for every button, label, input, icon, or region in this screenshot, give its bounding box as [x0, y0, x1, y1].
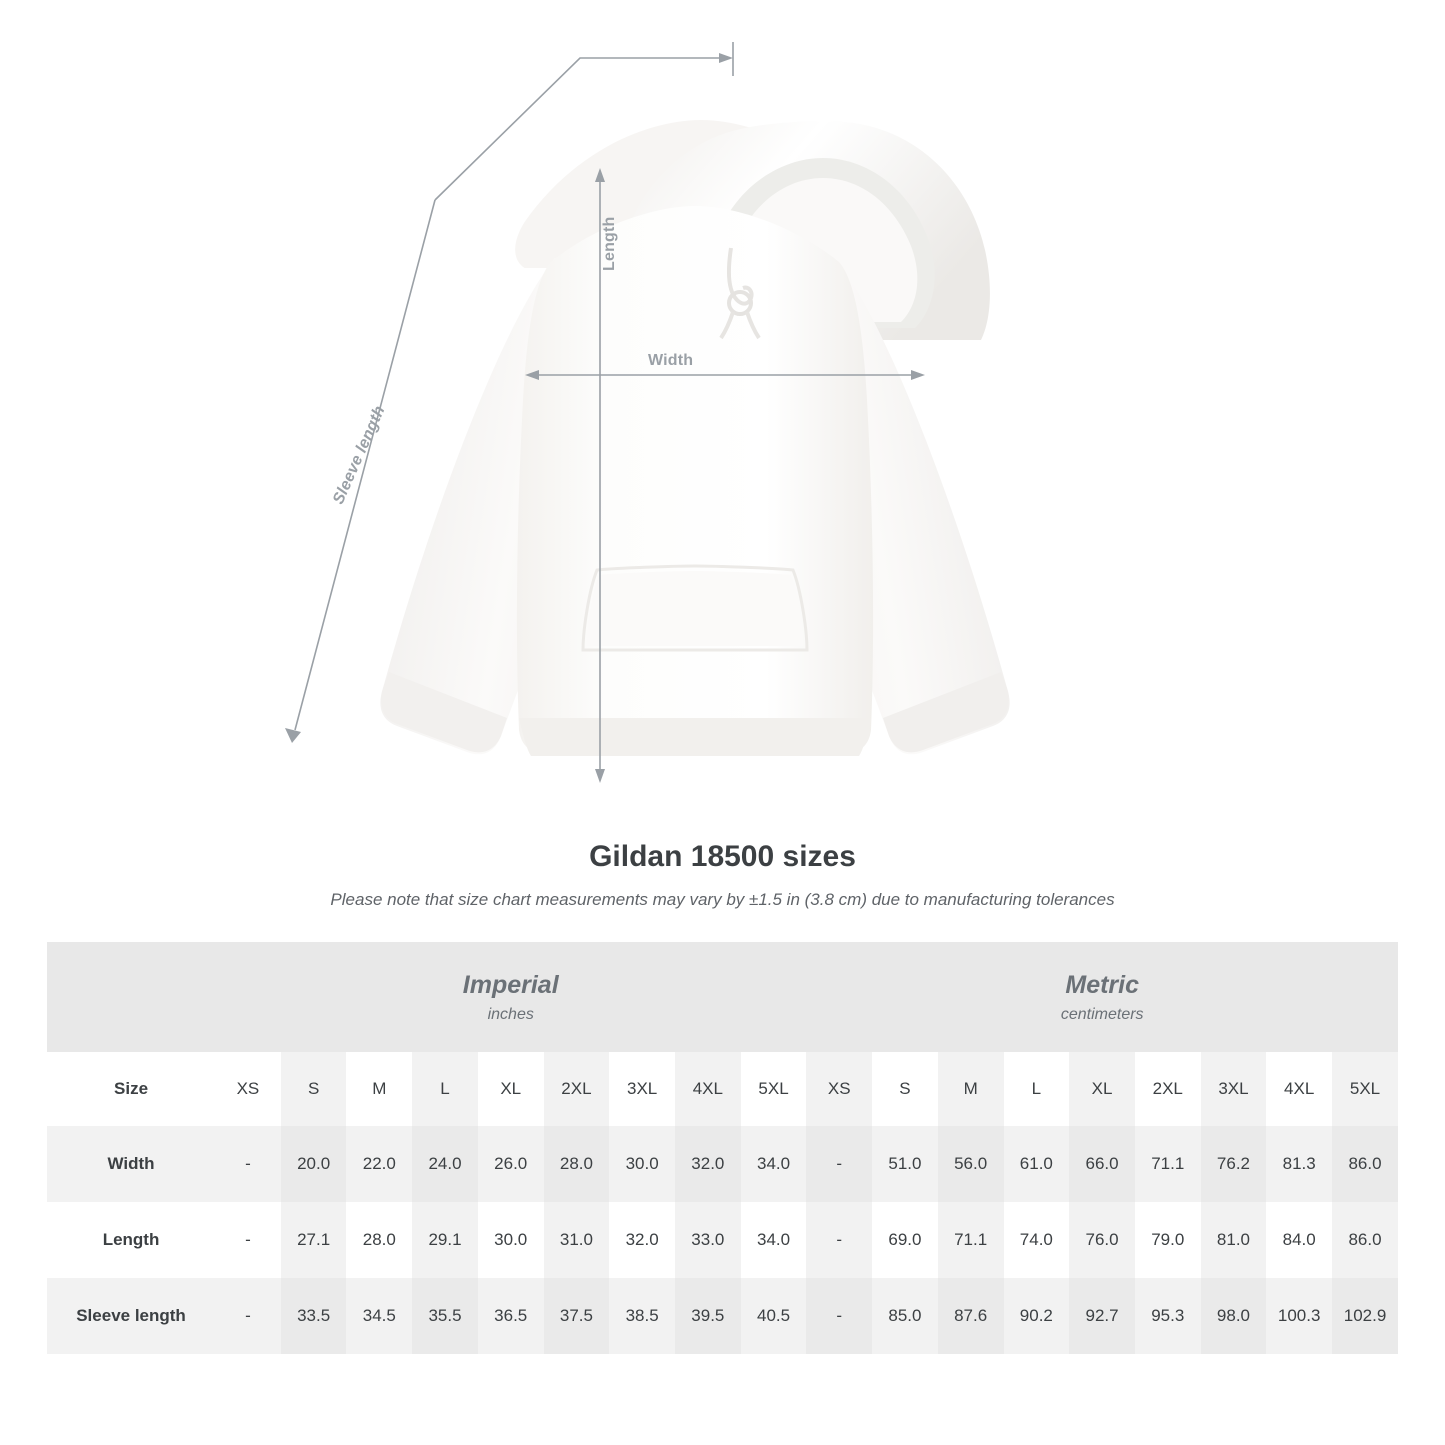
cell-width-m-imp: 22.0	[346, 1126, 412, 1202]
table-row	[47, 1202, 1398, 1278]
size-table-wrapper	[47, 942, 1398, 1354]
cell-sleeve-5xl-imp: 40.5	[741, 1278, 807, 1354]
cell-length-xl-met: 76.0	[1069, 1202, 1135, 1278]
cell-length-m-imp: 28.0	[346, 1202, 412, 1278]
cell-length-3xl-imp: 32.0	[609, 1202, 675, 1278]
cell-length-5xl-met: 86.0	[1332, 1202, 1398, 1278]
cell-width-5xl-met: 86.0	[1332, 1126, 1398, 1202]
size-col-5xl-met: 5XL	[1332, 1052, 1398, 1126]
cell-length-xs-met: -	[806, 1202, 872, 1278]
row-label-sleeve-length: Sleeve length	[47, 1278, 215, 1354]
cell-sleeve-4xl-met: 100.3	[1266, 1278, 1332, 1354]
tolerance-note: Please note that size chart measurements may vary by ±1.5 in (3.8 cm) due to manufacturing tolerances	[330, 890, 1115, 909]
row-label-length: Length	[47, 1202, 215, 1278]
size-col-s-imp: S	[281, 1052, 347, 1126]
length-dimension-label: Length	[601, 216, 618, 271]
table-row	[47, 1126, 1398, 1202]
cell-length-xs-imp: -	[215, 1202, 281, 1278]
cell-length-4xl-imp: 33.0	[675, 1202, 741, 1278]
cell-sleeve-2xl-imp: 37.5	[544, 1278, 610, 1354]
cell-width-l-imp: 24.0	[412, 1126, 478, 1202]
cell-width-2xl-met: 71.1	[1135, 1126, 1201, 1202]
cell-sleeve-m-imp: 34.5	[346, 1278, 412, 1354]
size-col-2xl-met: 2XL	[1135, 1052, 1201, 1126]
cell-width-5xl-imp: 34.0	[741, 1126, 807, 1202]
cell-sleeve-m-met: 87.6	[938, 1278, 1004, 1354]
sleeve-length-dimension-label: Sleeve length	[330, 403, 389, 507]
metric-sub: centimeters	[1060, 1005, 1144, 1023]
cell-sleeve-xl-imp: 36.5	[478, 1278, 544, 1354]
cell-length-4xl-met: 84.0	[1266, 1202, 1332, 1278]
hoodie-image	[255, 30, 1135, 810]
size-col-2xl-imp: 2XL	[544, 1052, 610, 1126]
cell-width-3xl-imp: 30.0	[609, 1126, 675, 1202]
cell-length-xl-imp: 30.0	[478, 1202, 544, 1278]
size-col-3xl-met: 3XL	[1201, 1052, 1267, 1126]
cell-sleeve-xl-met: 92.7	[1069, 1278, 1135, 1354]
cell-width-xl-met: 66.0	[1069, 1126, 1135, 1202]
table-row	[47, 1278, 1398, 1354]
cell-sleeve-l-met: 90.2	[1004, 1278, 1070, 1354]
size-col-3xl-imp: 3XL	[609, 1052, 675, 1126]
cell-length-2xl-imp: 31.0	[544, 1202, 610, 1278]
width-dimension-label: Width	[648, 352, 694, 369]
cell-sleeve-3xl-imp: 38.5	[609, 1278, 675, 1354]
cell-width-s-imp: 20.0	[281, 1126, 347, 1202]
cell-length-s-met: 69.0	[872, 1202, 938, 1278]
cell-width-xl-imp: 26.0	[478, 1126, 544, 1202]
cell-width-2xl-imp: 28.0	[544, 1126, 610, 1202]
imperial-header	[215, 942, 806, 1052]
cell-length-3xl-met: 81.0	[1201, 1202, 1267, 1278]
size-col-xl-met: XL	[1069, 1052, 1135, 1126]
cell-sleeve-5xl-met: 102.9	[1332, 1278, 1398, 1354]
size-col-m-met: M	[938, 1052, 1004, 1126]
size-header-row	[47, 1052, 1398, 1126]
cell-width-3xl-met: 76.2	[1201, 1126, 1267, 1202]
size-col-m-imp: M	[346, 1052, 412, 1126]
size-col-xs-imp: XS	[215, 1052, 281, 1126]
cell-width-4xl-met: 81.3	[1266, 1126, 1332, 1202]
cell-width-m-met: 56.0	[938, 1126, 1004, 1202]
cell-sleeve-xs-imp: -	[215, 1278, 281, 1354]
size-col-s-met: S	[872, 1052, 938, 1126]
size-col-4xl-imp: 4XL	[675, 1052, 741, 1126]
cell-width-s-met: 51.0	[872, 1126, 938, 1202]
title-block	[0, 840, 1445, 910]
cell-sleeve-s-met: 85.0	[872, 1278, 938, 1354]
cell-length-l-imp: 29.1	[412, 1202, 478, 1278]
cell-width-l-met: 61.0	[1004, 1126, 1070, 1202]
metric-name: Metric	[1065, 971, 1140, 1000]
size-col-xs-met: XS	[806, 1052, 872, 1126]
cell-sleeve-s-imp: 33.5	[281, 1278, 347, 1354]
cell-sleeve-4xl-imp: 39.5	[675, 1278, 741, 1354]
cell-length-2xl-met: 79.0	[1135, 1202, 1201, 1278]
cell-width-xs-imp: -	[215, 1126, 281, 1202]
cell-sleeve-2xl-met: 95.3	[1135, 1278, 1201, 1354]
hoodie-svg	[255, 30, 1135, 810]
imperial-name: Imperial	[462, 971, 559, 1000]
size-col-l-imp: L	[412, 1052, 478, 1126]
cell-length-l-met: 74.0	[1004, 1202, 1070, 1278]
size-col-4xl-met: 4XL	[1266, 1052, 1332, 1126]
size-col-l-met: L	[1004, 1052, 1070, 1126]
cell-sleeve-xs-met: -	[806, 1278, 872, 1354]
row-label-width: Width	[47, 1126, 215, 1202]
imperial-sub: inches	[487, 1005, 534, 1023]
cell-length-5xl-imp: 34.0	[741, 1202, 807, 1278]
size-table	[47, 942, 1398, 1354]
cell-width-4xl-imp: 32.0	[675, 1126, 741, 1202]
cell-sleeve-3xl-met: 98.0	[1201, 1278, 1267, 1354]
unit-header-row	[47, 942, 1398, 1052]
row-header-size: Size	[47, 1052, 215, 1126]
metric-header	[806, 942, 1398, 1052]
size-col-5xl-imp: 5XL	[741, 1052, 807, 1126]
cell-sleeve-l-imp: 35.5	[412, 1278, 478, 1354]
unit-header-spacer	[47, 942, 215, 1052]
cell-length-m-met: 71.1	[938, 1202, 1004, 1278]
cell-length-s-imp: 27.1	[281, 1202, 347, 1278]
size-col-xl-imp: XL	[478, 1052, 544, 1126]
page-title: Gildan 18500 sizes	[589, 840, 856, 873]
cell-width-xs-met: -	[806, 1126, 872, 1202]
